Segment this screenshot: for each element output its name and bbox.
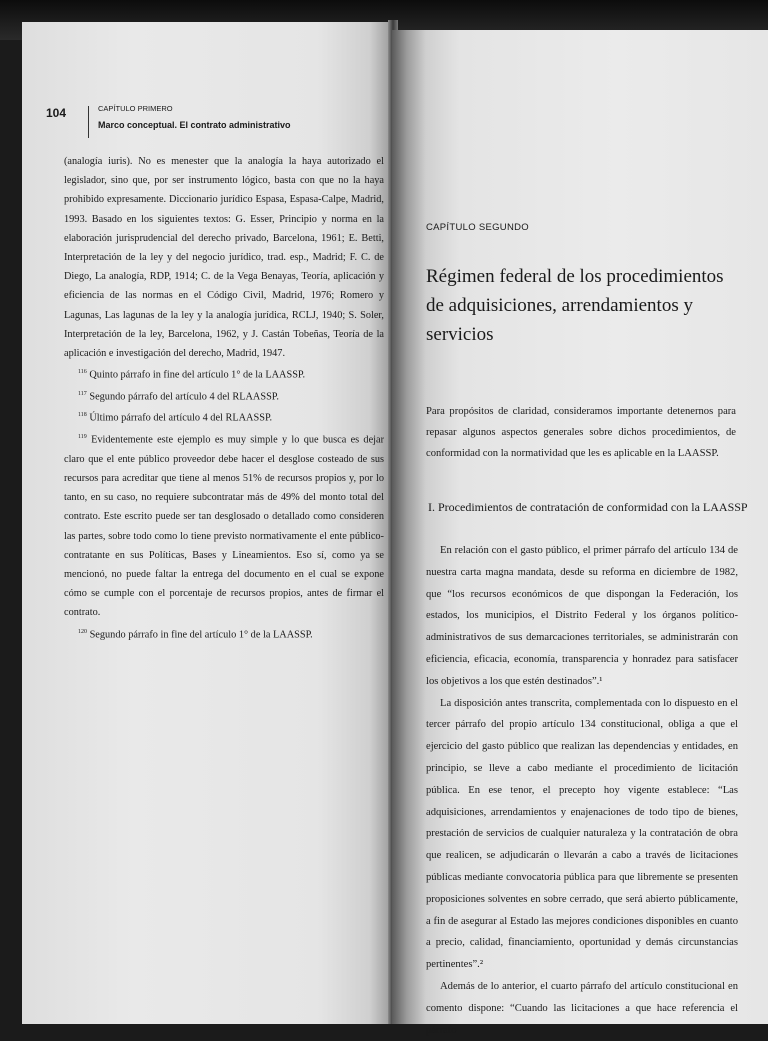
body-paragraph-2: La disposición antes transcrita, complementada con lo dispuesto en el tercer párrafo del propio artículo 134 constitucional, obliga a que el ejercicio del gasto público que realizan las dependencias y entidades, en principio, se lleve a cabo mediante el procedimiento de licitación pública. En ese tenor, el precepto hoy vigente establece: “Las adquisiciones, arrendamientos y enajenaciones de todo tipo de bienes, prestación de servicios de cualquier naturaleza y la contratación de obra que realicen, se adjudicarán o llevarán a cabo a través de licitaciones públicas mediante convocatoria pública para que libremente se presenten proposiciones solventes en sobre cerrado, que será abierto públicamente, a fin de asegurar al Estado las mejores condiciones disponibles en cuanto a precio, calidad, financiamiento, oportunidad y demás circunstancias pertinentes”.² bbox=[426, 697, 738, 971]
footnote-number: 116 bbox=[78, 369, 87, 376]
footnote-118 bbox=[64, 406, 384, 428]
chapter-title-line-2: de adquisiciones, arrendamientos y servicios bbox=[426, 295, 693, 345]
body-text bbox=[426, 540, 738, 1041]
footnote-119 bbox=[64, 428, 384, 622]
chapter-title-line-1: Régimen federal de los procedimientos bbox=[426, 266, 724, 287]
footnote-number: 118 bbox=[78, 412, 87, 419]
footnote-continuation: (analogía iuris). No es menester que la analogía la haya autorizado el legislador, sino que, por ser instrumento lógico, basta con que no la haya prohibido expresamente. Diccionario jurídico Espasa, Espasa-Calpe, Madrid, 1993. Basado en los siguientes textos: G. Esser, Principio y norma en la elaboración jurisprudencial del derecho privado, Barcelona, 1961; E. Betti, Interpretación de la ley y del negocio jurídico, trad. esp., Madrid; F. C. de Diego, La analogía, RDP, 1914; C. de la Vega Benayas, Teoría, aplicación y eficiencia de las normas en el Código Civil, Madrid, 1976; Romero y Lagunas, Las lagunas de la ley y la analogía jurídica, RCLJ, 1940; S. Soler, Interpretación de la ley, Barcelona, 1962, y J. Castán Tobeñas, Teoría de la aplicación e investigación del derecho, Madrid, 1947. bbox=[64, 156, 384, 360]
footnote-number: 119 bbox=[78, 434, 87, 441]
intro-paragraph: Para propósitos de claridad, consideramos importante detenernos para repasar algunos aspectos generales sobre dichos procedimientos, de conformidad con la normatividad que les es aplicable en la LAASSP. bbox=[426, 405, 736, 459]
right-page bbox=[392, 30, 768, 1036]
page-number: 104 bbox=[46, 106, 67, 120]
chapter-label: CAPÍTULO SEGUNDO bbox=[426, 222, 529, 233]
footnote-number: 120 bbox=[78, 628, 87, 635]
chapter-title bbox=[426, 262, 756, 349]
running-header bbox=[46, 104, 376, 144]
footnote-text: Segundo párrafo del artículo 4 del RLAASSP. bbox=[89, 391, 279, 403]
footnotes-block bbox=[64, 152, 384, 644]
section-heading: I. Procedimientos de contratación de conformidad con la LAASSP bbox=[428, 500, 748, 514]
footnote-text: Evidentemente este ejemplo es muy simple y lo que busca es dejar claro que el ente público proveedor debe hacer el desglose costeado de sus recursos para acreditar que tiene al menos 51% de recursos propios y, por lo tanto, en su caso, no requiere subcontratar más de 49% del monto total del contrato. Este escrito puede ser tan desglosado o detallado como consideren las partes, sobre todo como lo tiene previsto normativamente el ente público-contratante en sus Políticas, Bases y Lineamientos. Eso sí, como ya se mencionó, no puede faltar la entrega del documento en el cual se expone cómo se cumple con el porcentaje de recursos propios, antes de firmar el contrato. bbox=[64, 434, 384, 619]
running-chapter-label: CAPÍTULO PRIMERO bbox=[98, 104, 173, 113]
left-page bbox=[22, 22, 392, 1024]
running-chapter-title: Marco conceptual. El contrato administrativo bbox=[98, 120, 291, 130]
header-divider bbox=[88, 106, 89, 138]
footnote-text: Quinto párrafo in fine del artículo 1° de la LAASSP. bbox=[89, 369, 306, 381]
body-paragraph-1: En relación con el gasto público, el primer párrafo del artículo 134 de nuestra carta magna mandata, desde su reforma en diciembre de 1982, que “los recursos económicos de que dispongan la Federación, los estados, los municipios, el Distrito Federal y los órganos político-administrativos de sus demarcaciones territoriales, se administrarán con eficiencia, eficacia, economía, transparencia y honradez para satisfacer los objetivos a los que estén destinados”.¹ bbox=[426, 545, 738, 687]
footnote-text: Segundo párrafo in fine del artículo 1° de la LAASSP. bbox=[89, 628, 313, 640]
footnote-120 bbox=[64, 623, 384, 645]
body-paragraph-3: Además de lo anterior, el cuarto párrafo del artículo constitucional en comento dispone: “Cuando las licitaciones a que hace referencia el párrafo bbox=[426, 980, 738, 1036]
footnote-number: 117 bbox=[78, 390, 87, 397]
footnote-text: Último párrafo del artículo 4 del RLAASSP. bbox=[89, 412, 273, 424]
footnote-117 bbox=[64, 385, 384, 407]
footnote-116 bbox=[64, 363, 384, 385]
